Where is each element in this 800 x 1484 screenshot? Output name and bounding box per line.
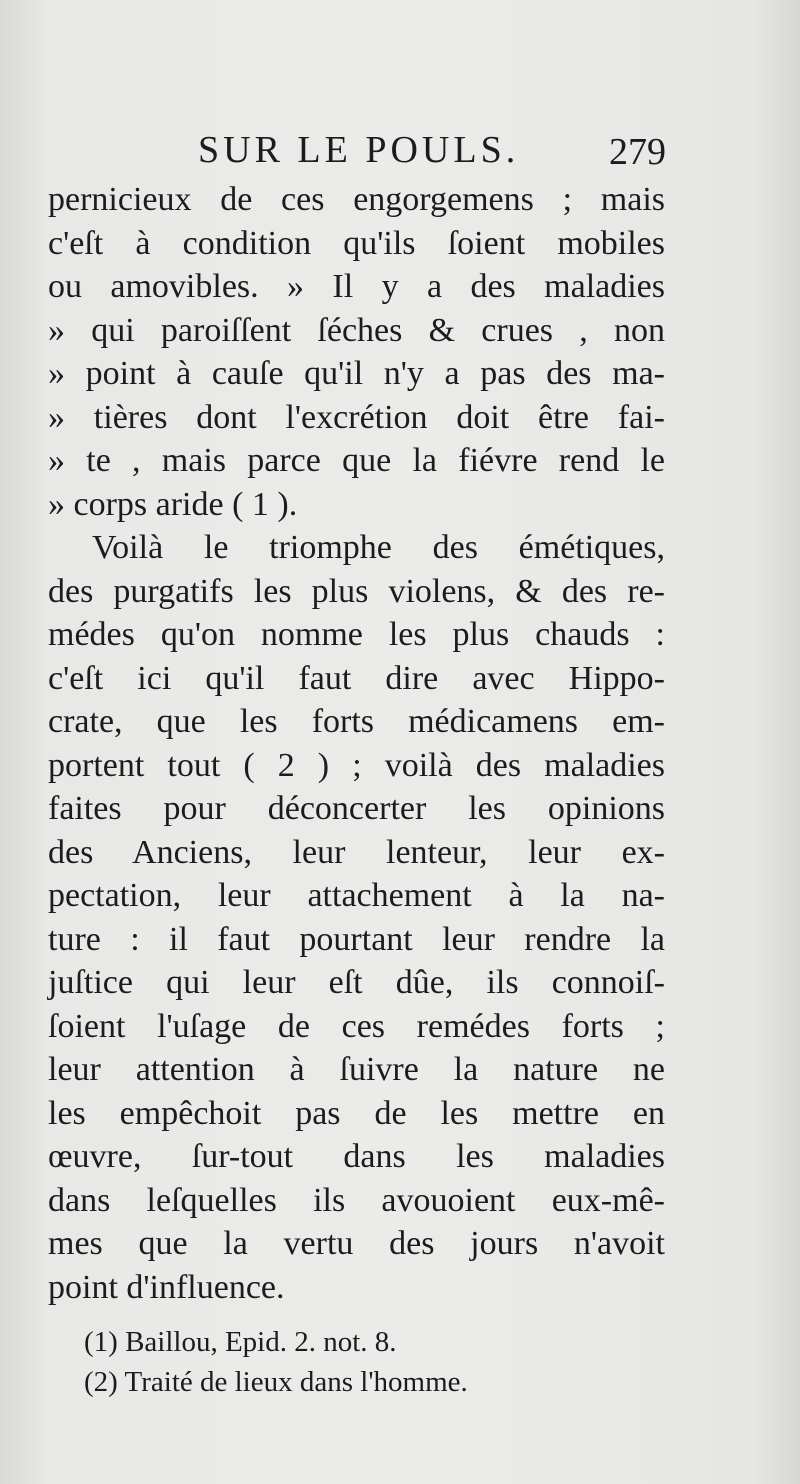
running-head <box>198 128 668 176</box>
text-line: pectation, leur attachement à la na- <box>48 877 665 914</box>
text-line: » qui paroiſſent ſéches & crues , non <box>48 311 665 349</box>
text-line: des purgatifs les plus violens, & des re- <box>48 572 665 610</box>
running-title: SUR LE POULS. <box>198 129 520 171</box>
text-line: pernicieux de ces engorgemens ; mais <box>48 181 665 218</box>
body-text <box>48 178 665 1309</box>
footnote-2: (2) Traité de lieux dans l'homme. <box>84 1366 468 1398</box>
text-line: c'eſt à condition qu'ils ſoient mobiles <box>48 224 665 262</box>
text-line: mes que la vertu des jours n'avoit <box>48 1225 665 1262</box>
footnotes <box>84 1322 644 1402</box>
text-line: œuvre, ſur-tout dans les maladies <box>48 1138 665 1175</box>
text-line: » corps aride ( 1 ). <box>48 485 298 523</box>
text-line: leur attention à ſuivre la nature ne <box>48 1051 665 1088</box>
text-line: dans leſquelles ils avouoient eux-mê- <box>48 1181 665 1219</box>
text-line: » te , mais parce que la fiévre rend le <box>48 442 665 479</box>
text-line: portent tout ( 2 ) ; voilà des maladies <box>48 746 665 784</box>
text-line: des Anciens, leur lenteur, leur ex- <box>48 833 665 871</box>
text-line: ſoient l'uſage de ces remédes forts ; <box>48 1007 665 1045</box>
text-line: point d'influence. <box>48 1268 285 1306</box>
text-line: c'eſt ici qu'il faut dire avec Hippo- <box>48 659 665 697</box>
text-line: Voilà le triomphe des émétiques, <box>92 529 665 566</box>
footnote-1: (1) Baillou, Epid. 2. not. 8. <box>84 1326 397 1358</box>
text-line: ou amovibles. » Il y a des maladies <box>48 268 665 305</box>
text-line: faites pour déconcerter les opinions <box>48 790 665 827</box>
text-line: crate, que les forts médicamens em- <box>48 703 665 740</box>
page-number: 279 <box>609 131 666 173</box>
text-line: les empêchoit pas de les mettre en <box>48 1094 665 1132</box>
text-line: juſtice qui leur eſt dûe, ils connoiſ- <box>48 964 665 1001</box>
text-line: » tières dont l'excrétion doit être fai- <box>48 398 665 436</box>
text-line: » point à cauſe qu'il n'y a pas des ma- <box>48 355 665 392</box>
text-line: médes qu'on nomme les plus chauds : <box>48 616 665 653</box>
text-line: ture : il faut pourtant leur rendre la <box>48 920 665 958</box>
